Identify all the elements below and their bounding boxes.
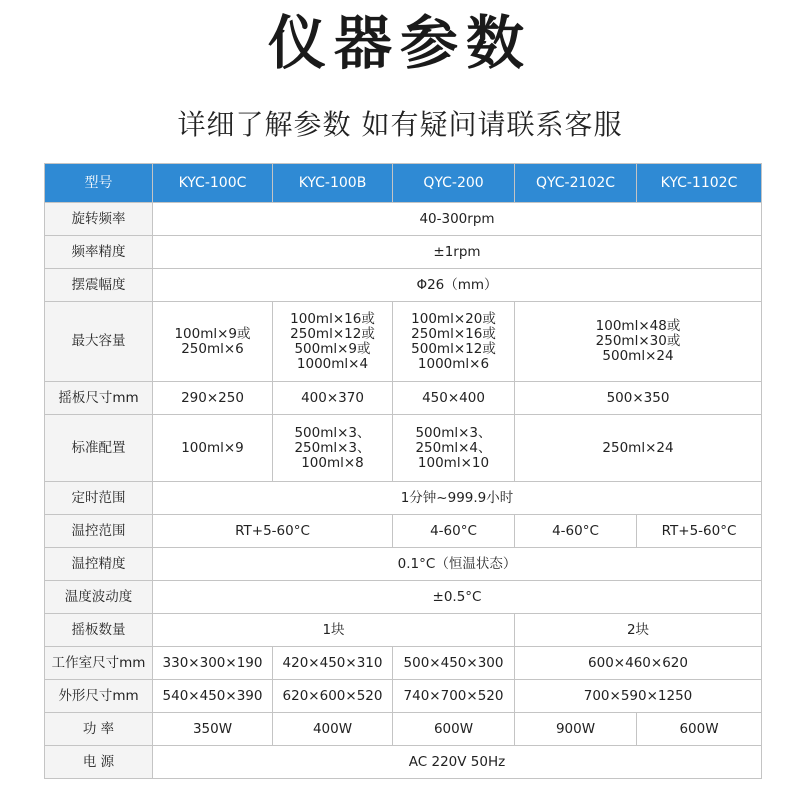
row-label: 温控范围 [45, 515, 153, 548]
header-cell-kyc-100b: KYC-100B [273, 164, 393, 203]
table-cell: 400×370 [273, 382, 393, 415]
table-row-plate-count [45, 614, 762, 647]
table-cell: 600W [637, 713, 762, 746]
table-cell: 2块 [515, 614, 762, 647]
table-cell: 600×460×620 [515, 647, 762, 680]
table-cell: 900W [515, 713, 637, 746]
table-row-frequency-precision [45, 236, 762, 269]
table-row-max-capacity [45, 302, 762, 382]
table-cell: RT+5-60°C [153, 515, 393, 548]
table-cell: 4-60°C [515, 515, 637, 548]
table-cell: 540×450×390 [153, 680, 273, 713]
row-label: 温控精度 [45, 548, 153, 581]
header-row [45, 164, 762, 203]
table-cell: 330×300×190 [153, 647, 273, 680]
table-cell: 500ml×3、 250ml×3、 100ml×8 [273, 415, 393, 482]
table-cell: ±1rpm [153, 236, 762, 269]
table-cell: 4-60°C [393, 515, 515, 548]
row-label: 旋转频率 [45, 203, 153, 236]
row-label: 摇板尺寸mm [45, 382, 153, 415]
header-cell-kyc-1102c: KYC-1102C [637, 164, 762, 203]
table-cell: 500ml×3、 250ml×4、 100ml×10 [393, 415, 515, 482]
table-cell: 100ml×20或 250ml×16或 500ml×12或 1000ml×6 [393, 302, 515, 382]
header-cell-model: 型号 [45, 164, 153, 203]
table-cell: 450×400 [393, 382, 515, 415]
table-row-temp-fluctuation [45, 581, 762, 614]
table-row-chamber-size [45, 647, 762, 680]
page-subtitle: 详细了解参数 如有疑问请联系客服 [177, 108, 623, 141]
row-label: 定时范围 [45, 482, 153, 515]
table-cell: Φ26（mm） [153, 269, 762, 302]
table-row-timer-range [45, 482, 762, 515]
table-cell: 1块 [153, 614, 515, 647]
table-cell: 250ml×24 [515, 415, 762, 482]
table-cell: 350W [153, 713, 273, 746]
row-label: 工作室尺寸mm [45, 647, 153, 680]
table-cell: 500×450×300 [393, 647, 515, 680]
table-cell: 700×590×1250 [515, 680, 762, 713]
row-label: 摇板数量 [45, 614, 153, 647]
table-row-amplitude [45, 269, 762, 302]
table-cell: 500×350 [515, 382, 762, 415]
header-cell-qyc-2102c: QYC-2102C [515, 164, 637, 203]
table-row-power-supply [45, 746, 762, 779]
table-row-rotation-frequency [45, 203, 762, 236]
table-cell: 100ml×48或 250ml×30或 500ml×24 [515, 302, 762, 382]
table-cell: 620×600×520 [273, 680, 393, 713]
table-cell: 290×250 [153, 382, 273, 415]
table-row-plate-size [45, 382, 762, 415]
header-cell-kyc-100c: KYC-100C [153, 164, 273, 203]
table-cell: 0.1°C（恒温状态） [153, 548, 762, 581]
table-cell: AC 220V 50Hz [153, 746, 762, 779]
table-row-standard-config [45, 415, 762, 482]
table-cell: RT+5-60°C [637, 515, 762, 548]
table-cell: 100ml×9 [153, 415, 273, 482]
table-row-temp-precision [45, 548, 762, 581]
table-cell: 1分钟~999.9小时 [153, 482, 762, 515]
page-title: 仪器参数 [267, 9, 532, 77]
table-cell: 100ml×9或 250ml×6 [153, 302, 273, 382]
row-label: 频率精度 [45, 236, 153, 269]
row-label: 电 源 [45, 746, 153, 779]
row-label: 摆震幅度 [45, 269, 153, 302]
row-label: 温度波动度 [45, 581, 153, 614]
spec-table [44, 163, 762, 779]
table-cell: 420×450×310 [273, 647, 393, 680]
row-label: 外形尺寸mm [45, 680, 153, 713]
table-cell: ±0.5°C [153, 581, 762, 614]
table-cell: 100ml×16或 250ml×12或 500ml×9或 1000ml×4 [273, 302, 393, 382]
table-cell: 400W [273, 713, 393, 746]
table-row-temp-range [45, 515, 762, 548]
table-cell: 600W [393, 713, 515, 746]
table-cell: 40-300rpm [153, 203, 762, 236]
row-label: 最大容量 [45, 302, 153, 382]
table-cell: 740×700×520 [393, 680, 515, 713]
header-cell-qyc-200: QYC-200 [393, 164, 515, 203]
row-label: 标准配置 [45, 415, 153, 482]
table-row-outer-size [45, 680, 762, 713]
row-label: 功 率 [45, 713, 153, 746]
table-row-power [45, 713, 762, 746]
